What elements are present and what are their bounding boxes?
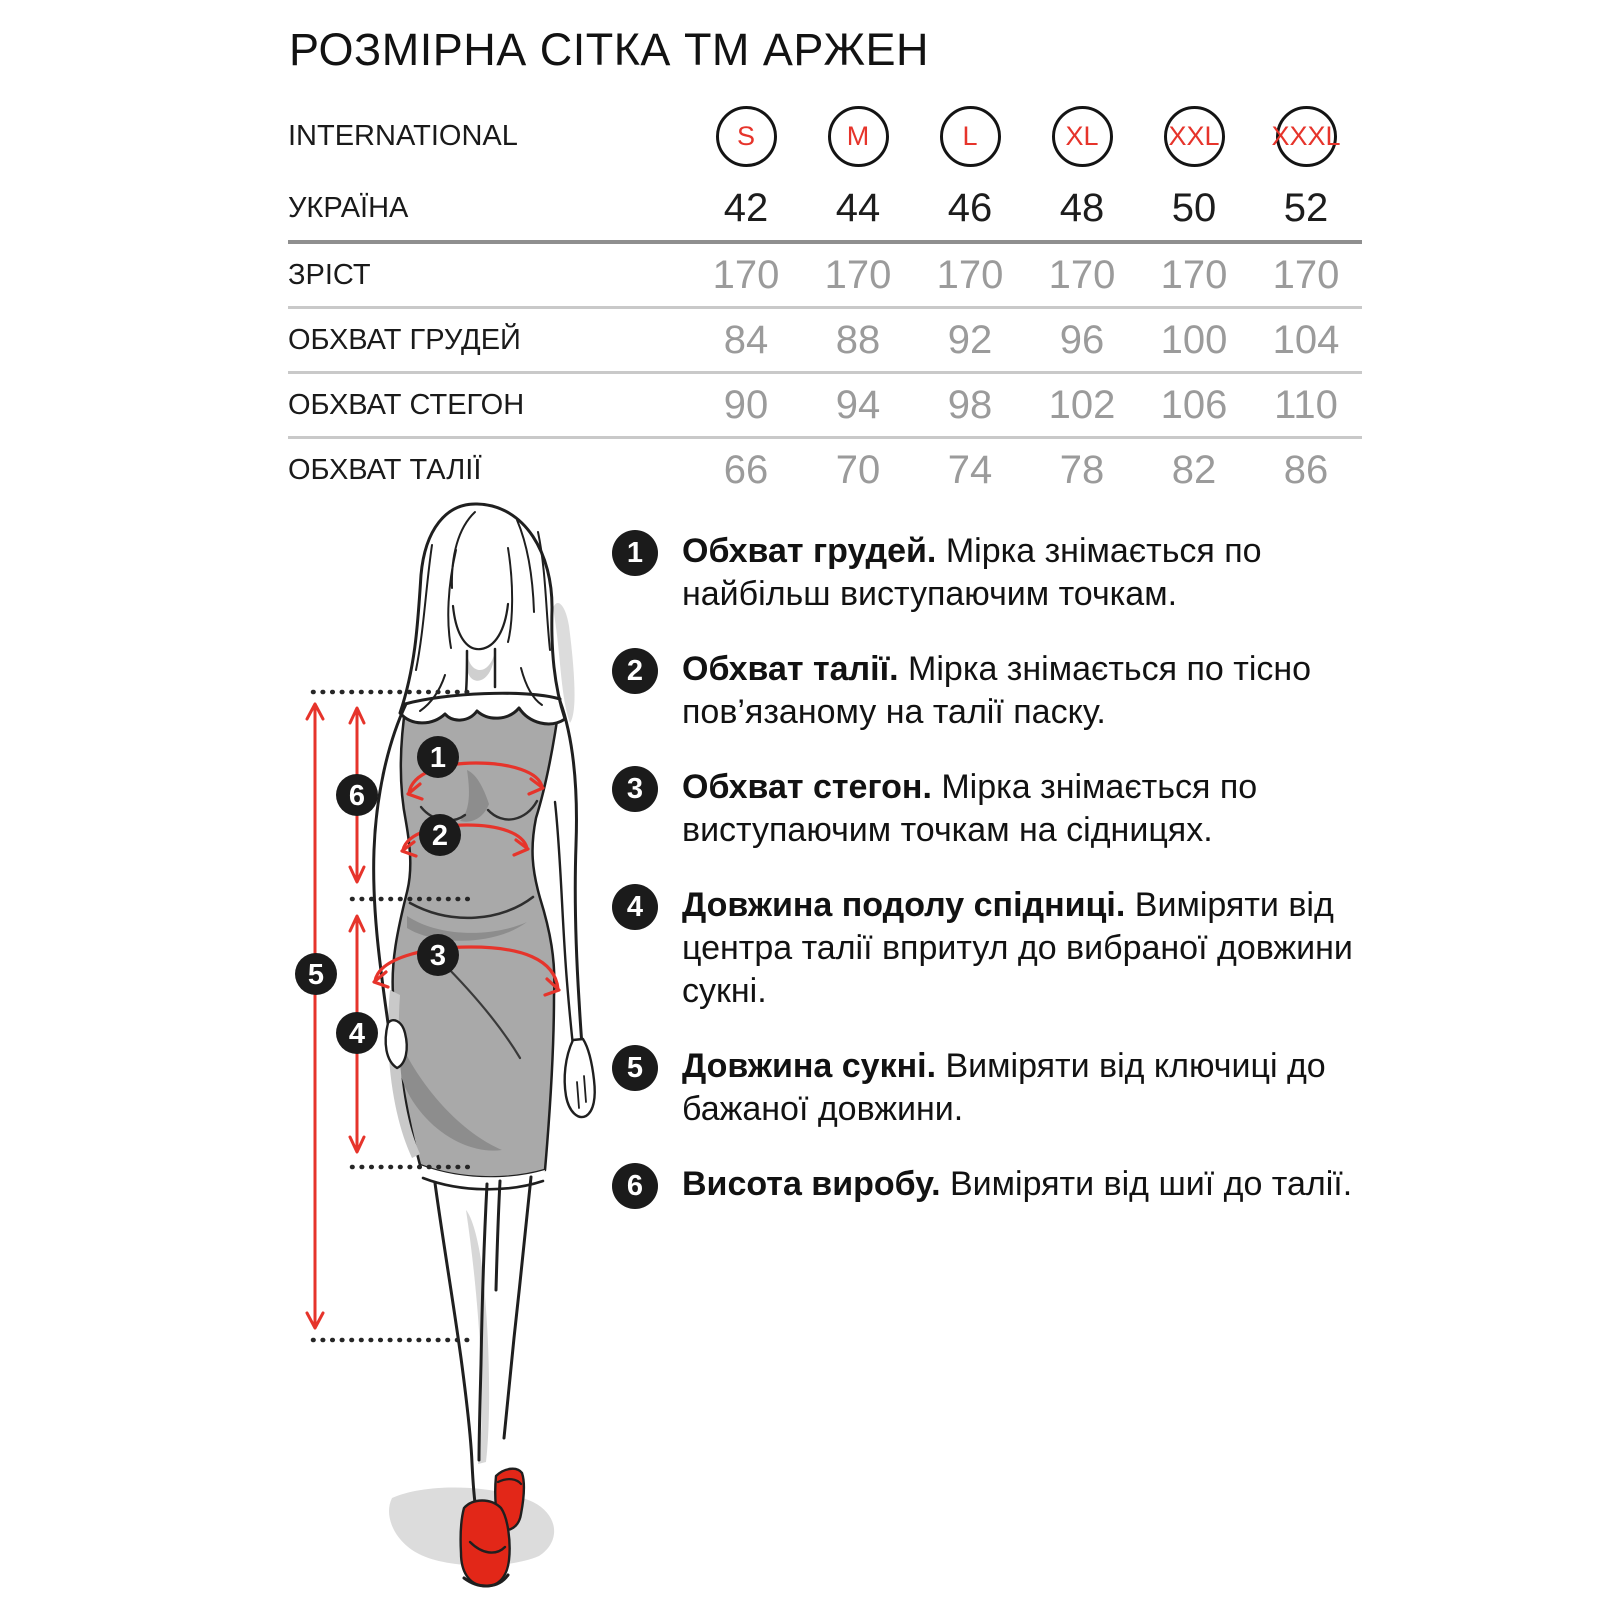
figure-badge-4 (336, 1012, 378, 1054)
size-table (288, 96, 1362, 501)
value-cell: 90 (723, 382, 769, 427)
size-circle-m: M (828, 106, 889, 167)
figure-badge-5-label: 5 (307, 959, 325, 991)
row-label-obkhvat-hrudei: ОБХВАТ ГРУДЕЙ (288, 323, 521, 356)
size-cell (1250, 106, 1362, 167)
value-cell: 52 (1283, 185, 1329, 230)
figure-badge-6-label: 6 (348, 780, 366, 812)
table-row-obkhvat-stehon (288, 374, 1362, 439)
value-cell: 98 (947, 382, 993, 427)
value-cell: 88 (835, 317, 881, 362)
value-cell: 46 (947, 185, 993, 230)
legend-number-badge: 5 (612, 1045, 658, 1091)
row-label-obkhvat-stehon: ОБХВАТ СТЕГОН (288, 388, 525, 421)
value-cell: 170 (1048, 252, 1116, 297)
row-label-zrist: ЗРІСТ (288, 258, 371, 291)
red-shoes (461, 1469, 524, 1587)
figure-badge-3-label: 3 (429, 940, 447, 972)
legend-number-badge: 2 (612, 648, 658, 694)
measurement-legend (612, 530, 1358, 1241)
value-cell: 70 (835, 447, 881, 492)
figure-badge-3 (417, 934, 459, 976)
legend-item-5 (612, 1045, 1358, 1131)
row-label-ukraina: УКРАЇНА (288, 191, 409, 224)
figure-badge-2-label: 2 (431, 820, 449, 852)
value-cell: 42 (723, 185, 769, 230)
right-arm-inner (555, 802, 573, 1046)
legend-text: Довжина подолу спідниці. Виміряти від центра талії впритул до вибраної довжини сукні. (682, 886, 1353, 1010)
legend-text: Обхват грудей. Мірка знімається по найбільш виступаючим точкам. (682, 532, 1262, 613)
legend-text: Обхват стегон. Мірка знімається по виступаючим точкам на сідницях. (682, 768, 1258, 849)
value-cell: 44 (835, 185, 881, 230)
value-cell: 66 (723, 447, 769, 492)
value-cell: 170 (712, 252, 780, 297)
legend-text: Обхват талії. Мірка знімається по тісно пов’язаному на талії паску. (682, 650, 1312, 731)
value-cell: 104 (1272, 317, 1340, 362)
value-cell: 94 (835, 382, 881, 427)
neck-left (466, 651, 467, 692)
legend-number-badge: 4 (612, 884, 658, 930)
size-cell (914, 106, 1026, 167)
size-circle-xl: XL (1052, 106, 1113, 167)
figure-badge-6 (336, 774, 378, 816)
value-cell: 102 (1048, 382, 1116, 427)
value-cell: 78 (1059, 447, 1105, 492)
right-hand (565, 1039, 595, 1117)
value-cell: 100 (1160, 317, 1228, 362)
value-cell: 82 (1171, 447, 1217, 492)
row-label-international: INTERNATIONAL (288, 119, 518, 152)
value-cell: 110 (1274, 382, 1338, 427)
value-cell: 86 (1283, 447, 1329, 492)
value-cell: 48 (1059, 185, 1105, 230)
value-cell: 92 (947, 317, 993, 362)
size-circle-xxl: XXL (1164, 106, 1225, 167)
size-circle-xxxl: XXXL (1276, 106, 1337, 167)
size-cell (1138, 106, 1250, 167)
table-row-obkhvat-hrudei (288, 309, 1362, 374)
value-cell: 84 (723, 317, 769, 362)
legend-item-6 (612, 1163, 1358, 1209)
value-cell: 74 (947, 447, 993, 492)
table-row-zrist (288, 244, 1362, 309)
right-arm (560, 701, 585, 1080)
value-cell: 170 (824, 252, 892, 297)
size-cell (690, 106, 802, 167)
value-cell: 50 (1171, 185, 1217, 230)
table-row-ukraina (288, 176, 1362, 244)
front-shoe (461, 1501, 510, 1587)
figure-badge-1-label: 1 (429, 742, 447, 774)
figure-badge-2 (419, 814, 461, 856)
size-circle-l: L (940, 106, 1001, 167)
legend-number-badge: 6 (612, 1163, 658, 1209)
figure-badge-4-label: 4 (348, 1018, 366, 1050)
size-cell (802, 106, 914, 167)
value-cell: 96 (1059, 317, 1105, 362)
legend-item-3 (612, 766, 1358, 852)
figure-badge-1 (417, 736, 459, 778)
legend-item-2 (612, 648, 1358, 734)
legend-number-badge: 3 (612, 766, 658, 812)
size-circle-s: S (716, 106, 777, 167)
value-cell: 106 (1160, 382, 1228, 427)
figure-badge-5 (295, 953, 337, 995)
value-cell: 170 (1272, 252, 1340, 297)
measurement-figure (270, 490, 630, 1600)
woman-sketch (374, 504, 595, 1586)
left-hand (386, 1020, 407, 1068)
table-row-international (288, 96, 1362, 176)
legend-item-4 (612, 884, 1358, 1013)
row-label-obkhvat-talii: ОБХВАТ ТАЛІЇ (288, 453, 482, 486)
legend-text: Висота виробу. Виміряти від шиї до талії. (682, 1165, 1353, 1203)
value-cell: 170 (936, 252, 1004, 297)
legend-text: Довжина сукні. Виміряти від ключиці до бажаної довжини. (682, 1047, 1326, 1128)
legend-item-1 (612, 530, 1358, 616)
value-cell: 170 (1160, 252, 1228, 297)
page-title: РОЗМІРНА СІТКА ТМ АРЖЕН (289, 24, 930, 75)
size-cell (1026, 106, 1138, 167)
legend-number-badge: 1 (612, 530, 658, 576)
